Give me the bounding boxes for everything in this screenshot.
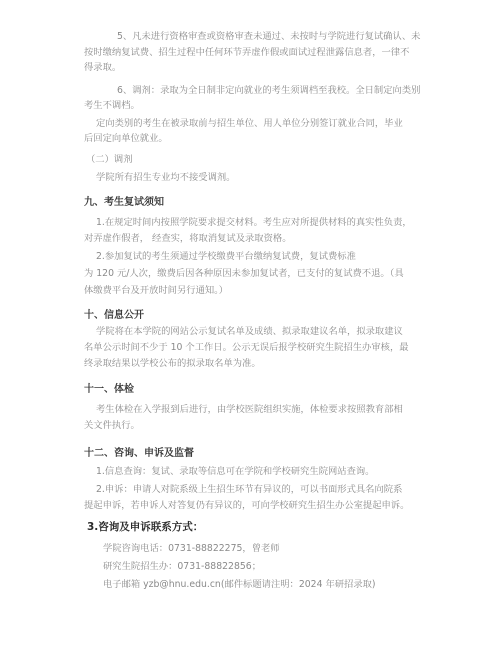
section-12-item-2-line-1: 2.申诉：申请人对院系级上生招生环节有异议的，可以书面形式具名向院系 [96,484,403,495]
para-6b-line-1: 定向类别的考生在被录取前与招生单位、用人单位分别签订就业合同，毕业 [96,118,403,129]
section-9-item-2-line-2: 为 120 元/人次，缴费后因各种原因未参加复试者，已支付的复试费不退。（具 [84,268,404,279]
contact-grad-office-phone: 研究生院招生办：0731-88822856； [103,561,262,572]
para-6-line-2: 考生不调档。 [84,100,140,111]
adjustment-text: 学院所有招生专业均不接受调剂。 [96,172,236,183]
para-6b-line-2: 后回定向单位就业。 [84,133,168,144]
subheading-adjustment: （二）调剂 [86,154,133,165]
section-11-line-2: 关文件执行。 [84,420,140,431]
para-5-line-3: 得录取。 [84,62,122,73]
section-9-item-1-line-1: 1.在规定时间内按照学院要求提交材料。考生应对所提供材料的真实性负责， [96,217,412,228]
section-12-item-2-line-2: 提起申诉，若申诉人对答复仍有异议的，可向学校研究生招生办公室提起申诉。 [84,500,410,511]
section-10-line-2: 名单公示时间不少于 10 个工作日。公示无误后报学校研究生院招生办审核，最 [84,342,409,353]
section-10-line-1: 学院将在本学院的网站公示复试名单及成绩、拟录取建议名单，拟录取建议 [96,326,403,337]
section-10-line-3: 终录取结果以学校公布的拟录取名单为准。 [84,358,261,369]
contact-college-phone: 学院咨询电话：0731-88822275，曾老师 [103,543,280,554]
heading-section-9: 九、考生复试须知 [84,197,164,208]
heading-section-12: 十二、咨询、申诉及监督 [84,448,194,459]
heading-contact: 3.咨询及申诉联系方式： [87,521,204,533]
section-9-item-2-line-1: 2.参加复试的考生须通过学校缴费平台缴纳复试费，复试费标准 [96,251,356,262]
section-9-item-2-line-3: 体缴费平台及开放时间另行通知。） [84,285,229,296]
section-9-item-1-line-2: 对弄虚作假者， 经查实，将取消复试及录取资格。 [84,233,292,244]
section-12-item-1: 1.信息查询：复试、录取等信息可在学院和学校研究生院网站查询。 [96,466,375,477]
contact-email: 电子邮箱 yzb@hnu.edu.cn(邮件标题请注明：2024 年研招录取) [103,579,376,590]
para-5-line-1: 5、凡未进行资格审查或资格审查未通过、未按时与学院进行复试确认、未 [117,31,421,42]
heading-section-10: 十、信息公开 [84,310,144,321]
heading-section-11: 十一、体检 [84,384,134,395]
section-11-line-1: 考生体检在入学报到后进行，由学校医院组织实施，体检要求按照教育部相 [96,404,403,415]
para-5-line-2: 按时缴纳复试费、招生过程中任何环节弄虚作假或面试过程泄露信息者，一律不 [84,47,410,58]
para-6-line-1: 6、调剂：录取为全日制非定向就业的考生须调档至我校。全日制定向类别 [117,85,421,96]
